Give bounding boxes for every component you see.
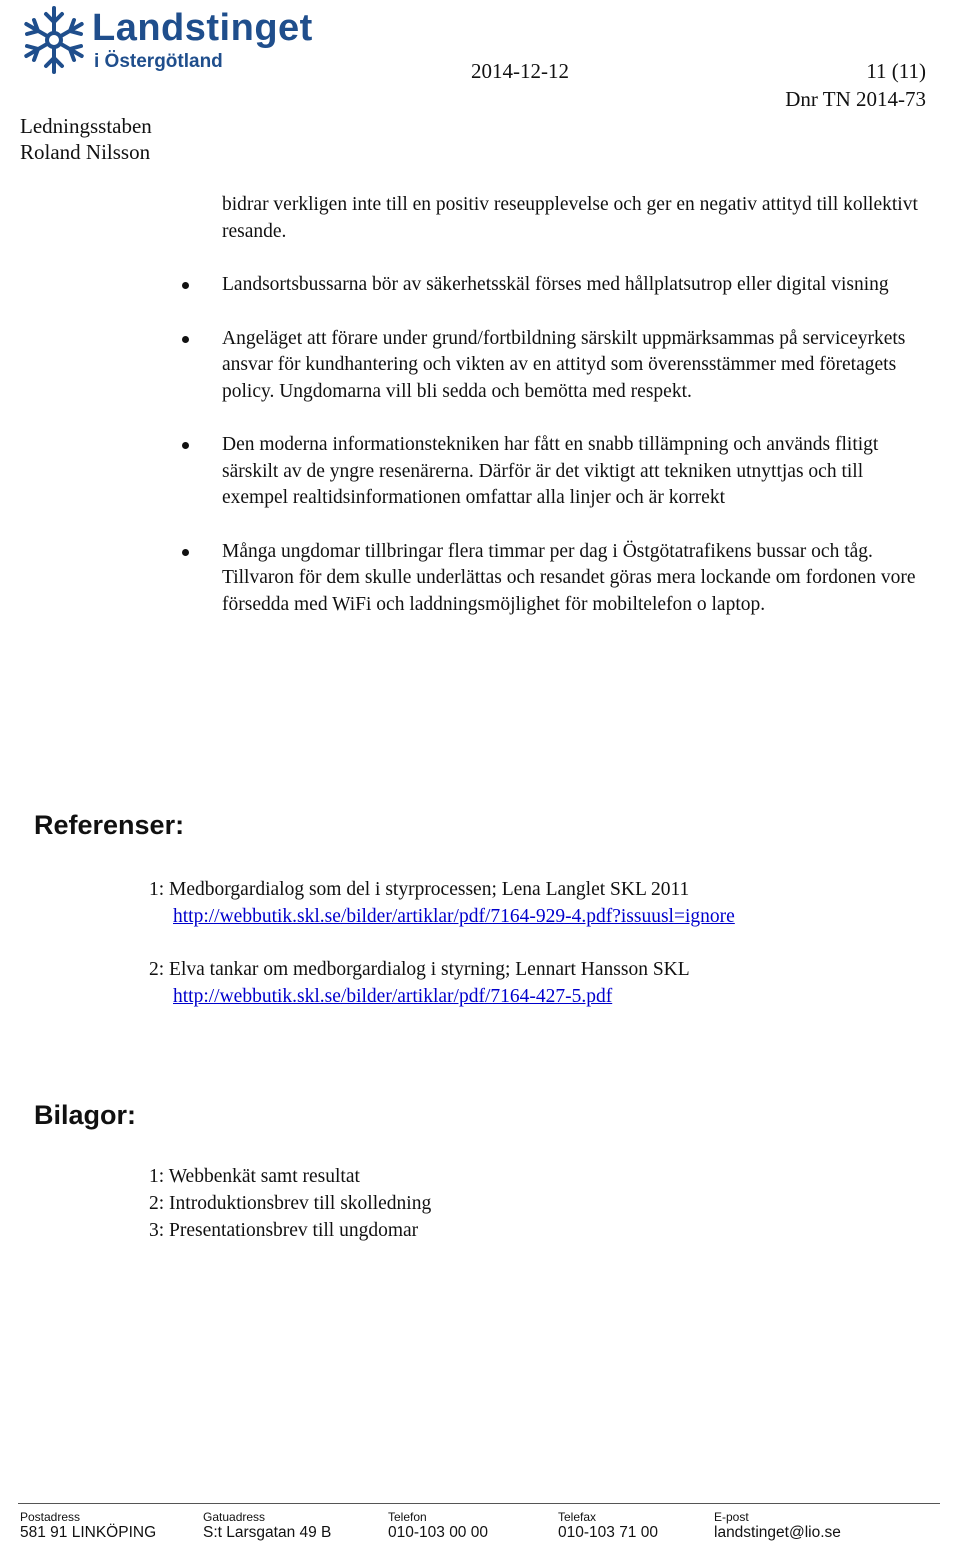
footer-value: 581 91 LINKÖPING [20, 1524, 157, 1541]
footer-fax [558, 1510, 658, 1542]
logo-subtitle: i Östergötland [94, 51, 223, 72]
footer-label: Telefax [558, 1510, 597, 1524]
department: Ledningsstaben [20, 114, 152, 138]
attachment-item: 3: Presentationsbrev till ungdomar [149, 1220, 419, 1241]
logo-title: Landstinget [92, 7, 313, 49]
list-item-text: Landsortsbussarna bör av säkerhetsskäl förses med hållplatsutrop eller digital visning [222, 274, 889, 295]
footer-street [203, 1510, 331, 1542]
reference-item [149, 956, 909, 1010]
footer-value: S:t Larsgatan 49 B [203, 1524, 332, 1541]
footer-phone [388, 1510, 488, 1542]
continuation-paragraph: bidrar verkligen inte till en positiv reseupplevelse och ger en negativ attityd till kollektivt resande. [222, 194, 918, 242]
footer-label: Gatuadress [203, 1510, 266, 1524]
footer-value: 010-103 71 00 [558, 1524, 658, 1541]
attachments-list [149, 1163, 849, 1244]
footer-value: landstinget@lio.se [714, 1524, 841, 1541]
page-number: 11 (11) [866, 59, 926, 83]
list-item [182, 272, 922, 299]
attachments-heading: Bilagor: [34, 1100, 137, 1130]
reference-item [149, 876, 909, 930]
list-item [182, 326, 922, 406]
list-item-text: Angeläget att förare under grund/fortbildning särskilt uppmärksammas på serviceyrkets ansvar för kundhantering och vikten av en attityd som överensstämmer med företagets policy. Ungdomarna vill bli sedda och bemötta med respekt. [222, 327, 906, 402]
bullet-icon [182, 442, 189, 449]
reference-text: 1: Medborgardialog som del i styrprocessen; Lena Langlet SKL 2011 [149, 879, 690, 900]
footer-divider [18, 1503, 940, 1504]
footer-label: Telefon [388, 1510, 427, 1524]
list-item-text: Många ungdomar tillbringar flera timmar per dag i Östgötatrafikens bussar och tåg. Tillvaron för dem skulle underlättas och resandet göras mera lockande om fordonen vore försedda med WiFi och laddningsmöjlighet för mobiltelefon o laptop. [222, 540, 916, 615]
reference-link[interactable]: http://webbutik.skl.se/bilder/artiklar/pdf/7164-929-4.pdf?issuusl=ignore [173, 906, 735, 927]
registration-number: Dnr TN 2014-73 [785, 87, 926, 111]
list-item-text: Den moderna informationstekniken har fått en snabb tillämpning och används flitigt särskilt av de yngre resenärerna. Därför är det viktigt att tekniken utnyttjas och till exempel realtidsinformationen omfattar alla linjer och är korrekt [222, 434, 879, 508]
references-heading: Referenser: [34, 810, 185, 840]
bullet-icon [182, 336, 189, 343]
reference-text: 2: Elva tankar om medborgardialog i styrning; Lennart Hansson SKL [149, 959, 690, 980]
footer-email [714, 1510, 841, 1542]
bullet-icon [182, 549, 189, 556]
snowflake-emblem-icon [18, 4, 90, 76]
author: Roland Nilsson [20, 140, 151, 164]
reference-link[interactable]: http://webbutik.skl.se/bilder/artiklar/pdf/7164-427-5.pdf [173, 986, 613, 1007]
attachment-item: 2: Introduktionsbrev till skolledning [149, 1193, 432, 1214]
footer-label: E-post [714, 1510, 749, 1524]
footer-postal [20, 1510, 156, 1542]
list-item [182, 539, 922, 619]
list-item [182, 432, 922, 512]
document-date: 2014-12-12 [471, 59, 569, 83]
bullet-icon [182, 282, 189, 289]
footer-value: 010-103 00 00 [388, 1524, 488, 1541]
footer-label: Postadress [20, 1510, 81, 1524]
attachment-item: 1: Webbenkät samt resultat [149, 1166, 360, 1187]
body-list [182, 192, 922, 618]
